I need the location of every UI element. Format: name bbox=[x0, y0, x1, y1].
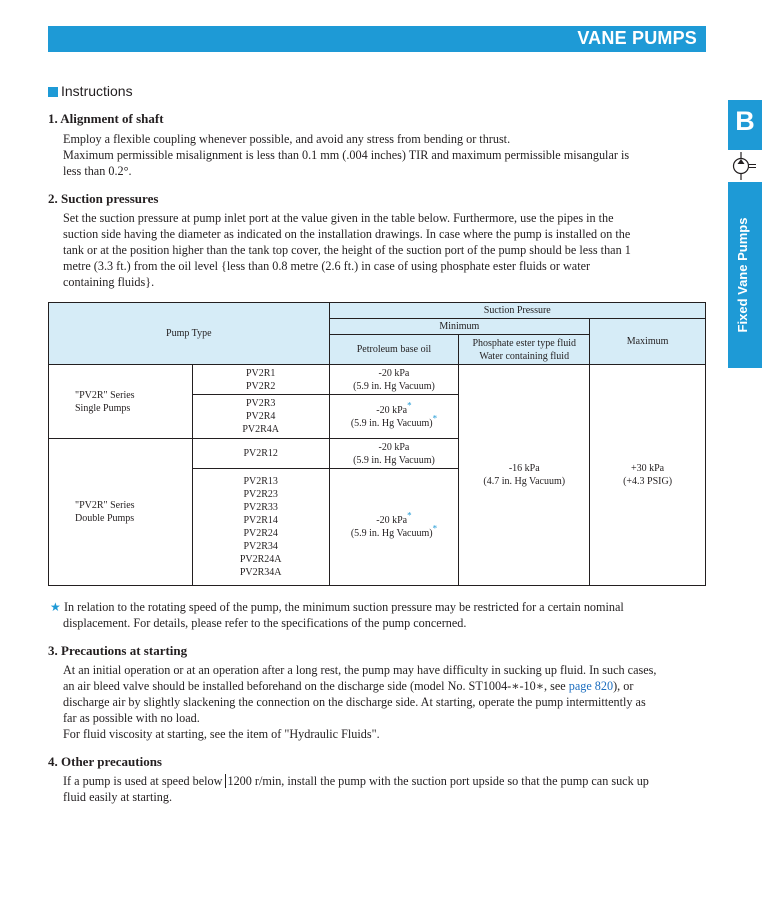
col-suction-pressure: Suction Pressure bbox=[329, 303, 705, 319]
side-tab-label: Fixed Vane Pumps bbox=[735, 217, 750, 333]
table-row: PV2R1 PV2R2 bbox=[192, 365, 329, 395]
heading-starting: 3. Precautions at starting bbox=[48, 643, 188, 658]
para-suction: Set the suction pressure at pump inlet port at the value given in the table below. Furthermore, use the pipes in the suction side having the diameter as indicated on the installation drawings. In case where the pump is installed on the tank or at the position higher than the tank top cover, the height of the suction port of the pump should be less than 1 metre (3.3 ft.) from the oil level {less than 0.8 metre (2.6 ft.) in case of using phosphate ester fluids or water containing fluids}. bbox=[63, 211, 631, 289]
section-letter: B bbox=[735, 106, 755, 136]
col-petroleum: Petroleum base oil bbox=[329, 335, 459, 365]
table-row: PV2R3 PV2R4 PV2R4A bbox=[192, 395, 329, 439]
col-pump-type: Pump Type bbox=[49, 303, 330, 365]
instructions-label: Instructions bbox=[48, 83, 133, 99]
heading-other: 4. Other precautions bbox=[48, 754, 162, 769]
para-other: If a pump is used at speed below 1200 r/min, install the pump with the suction port upside so that the pump can suck up fluid easily at starting. bbox=[63, 774, 649, 804]
para-alignment: Employ a flexible coupling whenever possible, and avoid any stress from bending or thrust. Maximum permissible misalignment is less than 0.1 mm (.004 inches) TIR and maximum permissible misangular is less than 0.2°. bbox=[63, 132, 630, 178]
phosphate-value-cell: -16 kPa (4.7 in. Hg Vacuum) bbox=[459, 365, 590, 586]
square-bullet-icon bbox=[48, 87, 58, 97]
table-cell: -20 kPa (5.9 in. Hg Vacuum) bbox=[329, 365, 459, 395]
table-cell: -20 kPa (5.9 in. Hg Vacuum) bbox=[329, 439, 459, 469]
suction-pressure-table bbox=[48, 302, 706, 586]
pump-symbol-icon bbox=[728, 148, 762, 184]
table-row: PV2R12 bbox=[192, 439, 329, 469]
col-phosphate: Phosphate ester type fluid Water containing fluid bbox=[459, 335, 590, 365]
double-series-cell: "PV2R" Series Double Pumps bbox=[49, 439, 193, 586]
heading-suction: 2. Suction pressures bbox=[48, 191, 159, 206]
table-row: PV2R13 PV2R23 PV2R33 PV2R14 PV2R24 PV2R34 PV2R24A PV2R34A bbox=[192, 469, 329, 586]
page-link[interactable]: page 820 bbox=[568, 679, 614, 693]
footnote: ★ In relation to the rotating speed of the pump, the minimum suction pressure may be restricted for a certain nominal displacement. For details, please refer to the specifications of the pump concerned. bbox=[50, 600, 624, 630]
heading-alignment: 1. Alignment of shaft bbox=[48, 111, 164, 126]
side-tab[interactable] bbox=[728, 100, 762, 368]
table-cell: -20 kPa* (5.9 in. Hg Vacuum)* bbox=[329, 395, 459, 439]
col-minimum: Minimum bbox=[329, 319, 590, 335]
header-bar bbox=[48, 26, 706, 52]
star-icon: ★ bbox=[50, 600, 61, 614]
single-series-cell: "PV2R" Series Single Pumps bbox=[49, 365, 193, 439]
para-starting: At an initial operation or at an operation after a long rest, the pump may have difficulty in sucking up fluid. In such cases, an air bleed valve should be installed beforehand on the discharge side (model No. ST1004-∗-10∗, see page 820), or discharge air by slightly slackening the connection on the discharge side. At starting, operate the pump intermittently as far as possible with no load. For fluid viscosity at starting, see the item of "Hydraulic Fluids". bbox=[63, 663, 657, 741]
maximum-value-cell: +30 kPa (+4.3 PSIG) bbox=[590, 365, 706, 586]
table-cell: -20 kPa* (5.9 in. Hg Vacuum)* bbox=[329, 469, 459, 586]
page-title: VANE PUMPS bbox=[577, 28, 697, 48]
col-maximum: Maximum bbox=[590, 319, 706, 365]
